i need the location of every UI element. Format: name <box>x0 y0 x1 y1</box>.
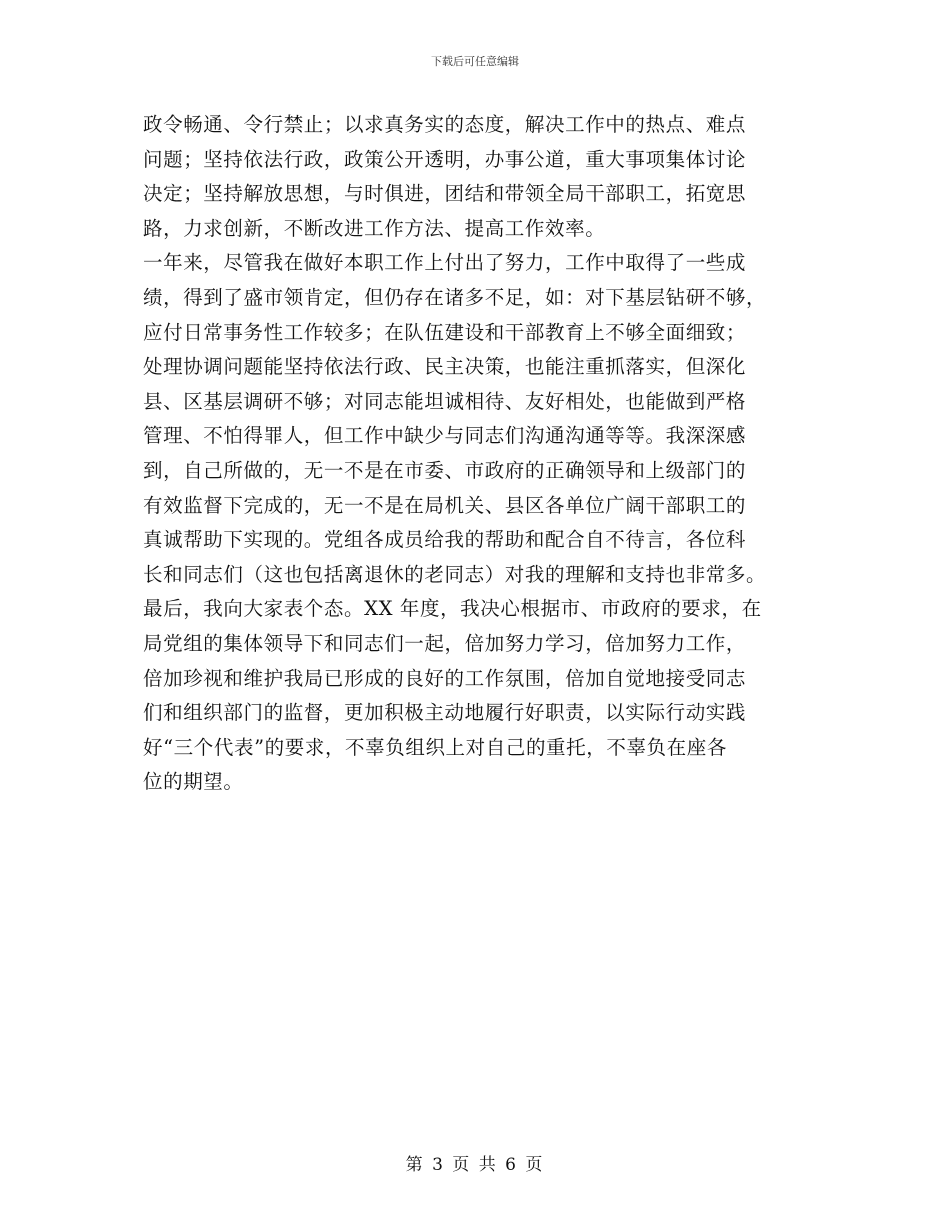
text-line: 决定；坚持解放思想，与时俱进，团结和带领全局干部职工，拓宽思 <box>143 182 747 206</box>
text-line: 问题；坚持依法行政，政策公开透明，办事公道，重大事项集体讨论 <box>143 147 747 171</box>
text-line: 有效监督下完成的，无一不是在局机关、县区各单位广阔干部职工的 <box>143 493 747 517</box>
page-number: 第 3 页 共 6 页 <box>405 1155 545 1175</box>
text-line: 好“三个代表”的要求，不辜负组织上对自己的重托，不辜负在座各 <box>143 735 727 759</box>
text-line: 政令畅通、令行禁止；以求真务实的态度，解决工作中的热点、难点 <box>143 113 747 136</box>
text-line: 管理、不怕得罪人，但工作中缺少与同志们沟通沟通等等。我深深感 <box>143 424 747 448</box>
text-line: 局党组的集体领导下和同志们一起，倍加努力学习，倍加努力工作， <box>143 631 747 655</box>
text-line: 一年来，尽管我在做好本职工作上付出了努力，工作中取得了一些成 <box>143 251 747 275</box>
text-line: 路，力求创新，不断改进工作方法、提高工作效率。 <box>143 216 606 240</box>
text-line: 最后，我向大家表个态。XX 年度，我决心根据市、市政府的要求，在 <box>143 597 762 621</box>
page-header: 下载后可任意编辑 <box>431 55 519 68</box>
text-line: 应付日常事务性工作较多；在队伍建设和干部教育上不够全面细致； <box>143 320 747 344</box>
text-line: 县、区基层调研不够；对同志能坦诚相待、友好相处，也能做到严格 <box>143 389 747 413</box>
text-line: 处理协调问题能坚持依法行政、民主决策，也能注重抓落实，但深化 <box>143 355 747 379</box>
body-text <box>143 108 813 800</box>
text-line: 绩，得到了盛市领肯定，但仍存在诸多不足，如：对下基层钻研不够， <box>143 285 767 309</box>
text-line: 们和组织部门的监督，更加积极主动地履行好职责，以实际行动实践 <box>143 701 747 725</box>
text-line: 到，自己所做的，无一不是在市委、市政府的正确领导和上级部门的 <box>143 458 747 482</box>
text-line: 长和同志们（这也包括离退休的老同志）对我的理解和支持也非常多。 <box>143 562 767 586</box>
text-line: 位的期望。 <box>143 770 244 794</box>
text-line: 倍加珍视和维护我局已形成的良好的工作氛围，倍加自觉地接受同志 <box>143 666 747 690</box>
text-line: 真诚帮助下实现的。党组各成员给我的帮助和配合自不待言，各位科 <box>143 528 747 552</box>
